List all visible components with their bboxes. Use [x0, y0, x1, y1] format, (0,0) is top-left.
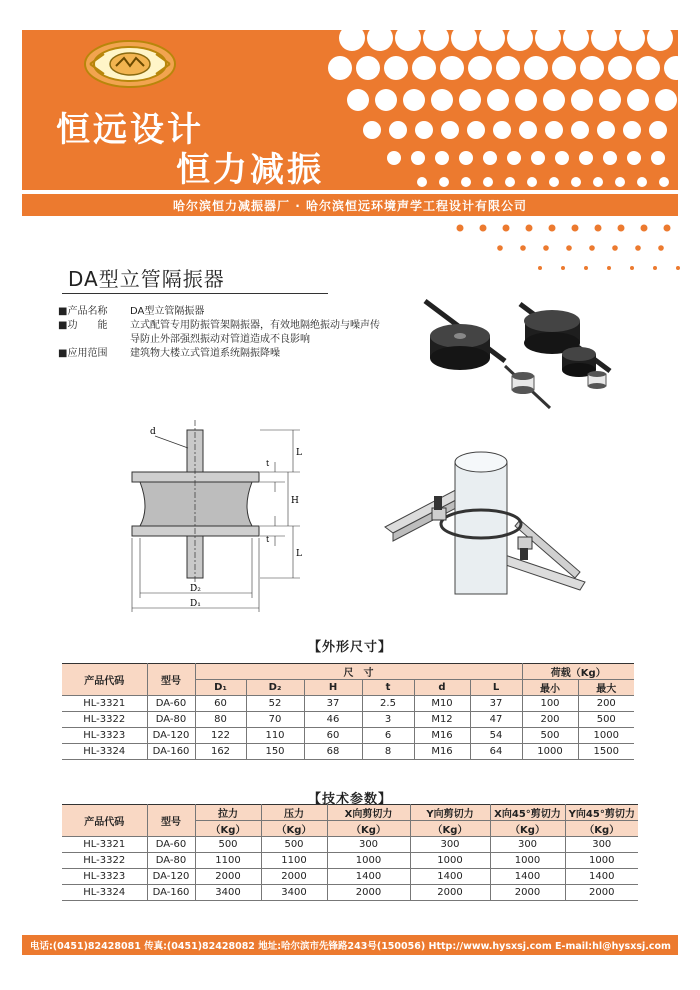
table-cell: 500 — [261, 837, 327, 853]
decorative-dot — [538, 266, 542, 270]
header-d: d — [414, 680, 470, 696]
decorative-dot — [459, 89, 481, 111]
table-cell: 2000 — [327, 885, 410, 901]
decorative-dot — [676, 266, 680, 270]
unit-kg: （Kg） — [261, 821, 327, 837]
table-cell: M16 — [414, 744, 470, 760]
table-cell: 52 — [246, 696, 304, 712]
decorative-dot — [571, 121, 589, 139]
dimensions-row — [62, 728, 634, 744]
header-model: 型号 — [147, 664, 195, 696]
table-cell: 37 — [304, 696, 362, 712]
table-cell: 1100 — [195, 853, 261, 869]
table-cell: 70 — [246, 712, 304, 728]
table-cell: 8 — [362, 744, 414, 760]
decorative-dot — [655, 89, 677, 111]
table-cell: 37 — [470, 696, 522, 712]
table-cell: 1100 — [261, 853, 327, 869]
header-compression: 压力 — [261, 805, 327, 821]
decorative-dot — [664, 56, 678, 80]
decorative-dot — [467, 121, 485, 139]
info-label: ■应用范围 — [58, 348, 108, 359]
decorative-dot — [507, 30, 533, 51]
table-cell: 2000 — [490, 885, 565, 901]
section-title-dimensions: 【外形尺寸】 — [307, 640, 392, 655]
table-cell: 1400 — [490, 869, 565, 885]
table-cell: 2000 — [261, 869, 327, 885]
decorative-dot — [535, 30, 561, 51]
company-name-line: 哈尔滨恒力减振器厂 · 哈尔滨恒远环境声学工程设计有限公司 — [173, 199, 527, 213]
decorative-dot — [597, 121, 615, 139]
decorative-dot — [480, 225, 487, 232]
product-title: DA型立管隔振器 — [68, 267, 225, 291]
decorative-dot — [561, 266, 565, 270]
decorative-dot — [549, 225, 556, 232]
table-cell: 1500 — [578, 744, 634, 760]
decorative-dot — [411, 151, 425, 165]
header-max: 最大 — [578, 680, 634, 696]
decorative-dot — [431, 89, 453, 111]
decorative-dot — [459, 151, 473, 165]
table-cell: M16 — [414, 728, 470, 744]
decorative-dot — [479, 30, 505, 51]
table-cell: 2000 — [195, 869, 261, 885]
decorative-dot — [468, 56, 492, 80]
decorative-dot — [363, 121, 381, 139]
decorative-dot — [618, 225, 625, 232]
decorative-dot — [461, 177, 471, 187]
table-cell: 500 — [578, 712, 634, 728]
header-D1: D₁ — [195, 680, 246, 696]
label-d: d — [150, 427, 156, 437]
unit-kg: （Kg） — [565, 821, 638, 837]
label-L-bottom: L — [296, 549, 302, 559]
decorative-dot — [659, 177, 669, 187]
header-min: 最小 — [522, 680, 578, 696]
decorative-dot — [599, 89, 621, 111]
table-cell: HL-3322 — [62, 853, 147, 869]
table-cell: DA-160 — [147, 885, 195, 901]
decorative-dot — [630, 266, 634, 270]
decorative-dot — [384, 56, 408, 80]
decorative-dot — [367, 30, 393, 51]
header-y45-shear: Y向45°剪切力 — [565, 805, 638, 821]
technical-table-body — [62, 837, 638, 901]
info-value: DA型立管隔振器 — [130, 306, 205, 317]
dimensions-row — [62, 744, 634, 760]
decorative-dot — [457, 225, 464, 232]
decorative-dot — [487, 89, 509, 111]
footer-bar — [22, 935, 678, 955]
decorative-dot — [515, 89, 537, 111]
decorative-dot — [483, 151, 497, 165]
decorative-dot — [658, 245, 664, 251]
decorative-dot — [591, 30, 617, 51]
decorative-dot — [563, 30, 589, 51]
label-L-top: L — [296, 448, 302, 458]
table-cell: 60 — [195, 696, 246, 712]
slogan-line-1: 恒远设计 — [56, 110, 204, 150]
table-cell: 162 — [195, 744, 246, 760]
decorative-dot — [580, 56, 604, 80]
company-bar — [22, 194, 678, 216]
info-row-function — [58, 319, 388, 347]
decorative-dot — [615, 177, 625, 187]
table-cell: DA-120 — [147, 728, 195, 744]
table-cell: HL-3321 — [62, 837, 147, 853]
decorative-dot — [555, 151, 569, 165]
header-product-code: 产品代码 — [62, 805, 147, 837]
table-cell: M10 — [414, 696, 470, 712]
info-row-application — [58, 347, 388, 361]
decorative-dot — [593, 177, 603, 187]
header-D2: D₂ — [246, 680, 304, 696]
table-cell: DA-80 — [147, 712, 195, 728]
table-cell: 200 — [578, 696, 634, 712]
table-cell: 1000 — [327, 853, 410, 869]
decorative-dot — [503, 225, 510, 232]
decorative-dot — [339, 30, 365, 51]
decorative-dot — [637, 177, 647, 187]
dimensions-table-body — [62, 696, 634, 760]
decorative-dot — [595, 225, 602, 232]
decorative-dot — [387, 151, 401, 165]
table-cell: 80 — [195, 712, 246, 728]
header-model: 型号 — [147, 805, 195, 837]
decorative-dot — [496, 56, 520, 80]
decorative-dot — [608, 56, 632, 80]
decorative-dot — [566, 245, 572, 251]
decorative-dot — [612, 245, 618, 251]
technical-row — [62, 885, 638, 901]
decorative-dot — [572, 225, 579, 232]
decorative-dot — [527, 177, 537, 187]
header-y-shear: Y向剪切力 — [410, 805, 490, 821]
decorative-dot — [439, 177, 449, 187]
decorative-dot — [524, 56, 548, 80]
table-cell: 122 — [195, 728, 246, 744]
decorative-dot — [441, 121, 459, 139]
table-cell: 3400 — [195, 885, 261, 901]
table-cell: HL-3321 — [62, 696, 147, 712]
table-cell: 200 — [522, 712, 578, 728]
header-banner — [22, 30, 678, 190]
header-product-code: 产品代码 — [62, 664, 147, 696]
footer-contact: 电话:(0451)82428081 传真:(0451)82428082 地址:哈尔滨市先锋路243号(150056) Http://www.hysxsj.com E-mail:hl@hysxsj.com — [30, 941, 671, 952]
technical-row — [62, 837, 638, 853]
table-cell: 3400 — [261, 885, 327, 901]
table-cell: 68 — [304, 744, 362, 760]
table-cell: 1400 — [327, 869, 410, 885]
table-cell: 300 — [490, 837, 565, 853]
decorative-dot — [552, 56, 576, 80]
header-size: 尺 寸 — [195, 664, 522, 680]
decorative-dot — [493, 121, 511, 139]
decorative-dot — [647, 30, 673, 51]
decorative-dot — [651, 151, 665, 165]
decorative-dot — [635, 245, 641, 251]
unit-kg: （Kg） — [490, 821, 565, 837]
decorative-dot — [571, 177, 581, 187]
unit-kg: （Kg） — [195, 821, 261, 837]
table-cell: 500 — [522, 728, 578, 744]
table-cell: 60 — [304, 728, 362, 744]
table-cell: HL-3324 — [62, 744, 147, 760]
table-cell: 1000 — [490, 853, 565, 869]
info-value: 建筑物大楼立式管道系统隔振降噪 — [130, 348, 280, 359]
table-cell: 54 — [470, 728, 522, 744]
info-label: ■功 能 — [58, 320, 108, 331]
label-t-top: t — [266, 459, 270, 468]
product-photo — [420, 296, 630, 421]
header-load: 荷载（Kg） — [522, 664, 634, 680]
decorative-dot — [531, 151, 545, 165]
table-cell: 3 — [362, 712, 414, 728]
dimensions-row — [62, 696, 634, 712]
info-value: 立式配管专用防振管架隔振器，有效地隔绝振动与噪声传导防止外部强烈振动对管道造成不良影响 — [130, 320, 380, 345]
table-cell: 500 — [195, 837, 261, 853]
decorative-dot — [584, 266, 588, 270]
installation-illustration — [380, 432, 590, 602]
decorative-dot — [607, 266, 611, 270]
decorative-dot — [623, 121, 641, 139]
decorative-dot — [328, 56, 352, 80]
decorative-dot — [653, 266, 657, 270]
dimension-drawing — [110, 418, 310, 618]
decorative-dot — [579, 151, 593, 165]
table-cell: 300 — [410, 837, 490, 853]
unit-kg: （Kg） — [410, 821, 490, 837]
unit-kg: （Kg） — [327, 821, 410, 837]
table-cell: 1400 — [565, 869, 638, 885]
dimensions-row — [62, 712, 634, 728]
label-t-bottom: t — [266, 535, 270, 544]
decorative-dot — [423, 30, 449, 51]
table-cell: HL-3323 — [62, 869, 147, 885]
decorative-dot — [545, 121, 563, 139]
dimensions-table — [62, 663, 634, 760]
table-cell: 6 — [362, 728, 414, 744]
decorative-dot — [356, 56, 380, 80]
decorative-dot — [543, 245, 549, 251]
decorative-dot — [415, 121, 433, 139]
decorative-dot — [627, 89, 649, 111]
table-cell: DA-80 — [147, 853, 195, 869]
decorative-dot — [417, 177, 427, 187]
decorative-dot — [412, 56, 436, 80]
decorative-dot — [403, 89, 425, 111]
decorative-dot — [641, 225, 648, 232]
decorative-dot — [483, 177, 493, 187]
table-cell: 1000 — [522, 744, 578, 760]
label-D2: D₂ — [190, 584, 201, 594]
decorative-dot — [395, 30, 421, 51]
decorative-dot — [389, 121, 407, 139]
table-cell: 1000 — [410, 853, 490, 869]
decorative-dot — [549, 177, 559, 187]
table-cell: 1000 — [565, 853, 638, 869]
table-cell: 300 — [327, 837, 410, 853]
table-cell: DA-120 — [147, 869, 195, 885]
label-H: H — [291, 496, 299, 506]
decorative-dot — [519, 121, 537, 139]
decorative-dot — [543, 89, 565, 111]
table-cell: DA-60 — [147, 837, 195, 853]
slogan-line-2: 恒力减振 — [176, 150, 324, 190]
table-cell: 64 — [470, 744, 522, 760]
table-cell: HL-3324 — [62, 885, 147, 901]
oval-emblem-logo — [82, 38, 178, 90]
header-H: H — [304, 680, 362, 696]
decorative-dot — [505, 177, 515, 187]
header-tension: 拉力 — [195, 805, 261, 821]
header-L: L — [470, 680, 522, 696]
decorative-dot — [627, 151, 641, 165]
table-cell: DA-160 — [147, 744, 195, 760]
header-x45-shear: X向45°剪切力 — [490, 805, 565, 821]
decorative-dot — [375, 89, 397, 111]
table-cell: 47 — [470, 712, 522, 728]
table-cell: 2000 — [565, 885, 638, 901]
decorative-dot — [571, 89, 593, 111]
decorative-dot — [636, 56, 660, 80]
technical-table — [62, 804, 638, 901]
decorative-dot — [347, 89, 369, 111]
label-D1: D₁ — [190, 599, 201, 609]
product-info — [58, 305, 388, 361]
decorative-dot — [526, 225, 533, 232]
decorative-dot-rows — [380, 220, 680, 290]
decorative-dot — [440, 56, 464, 80]
decorative-dot — [664, 225, 671, 232]
table-cell: 2.5 — [362, 696, 414, 712]
table-cell: 1000 — [578, 728, 634, 744]
decorative-dot — [507, 151, 521, 165]
table-cell: 300 — [565, 837, 638, 853]
info-label: ■产品名称 — [58, 306, 108, 317]
decorative-dot — [520, 245, 526, 251]
decorative-dot — [451, 30, 477, 51]
technical-row — [62, 869, 638, 885]
header-t: t — [362, 680, 414, 696]
info-row-name — [58, 305, 388, 319]
decorative-dot — [435, 151, 449, 165]
technical-row — [62, 853, 638, 869]
title-underline — [62, 293, 328, 294]
table-cell: 150 — [246, 744, 304, 760]
decorative-dot — [619, 30, 645, 51]
section-title-technical: 【技术参数】 — [307, 792, 392, 807]
table-cell: 2000 — [410, 885, 490, 901]
decorative-dot — [603, 151, 617, 165]
decorative-dot — [589, 245, 595, 251]
decorative-dot — [497, 245, 503, 251]
table-cell: DA-60 — [147, 696, 195, 712]
table-cell: HL-3322 — [62, 712, 147, 728]
table-cell: HL-3323 — [62, 728, 147, 744]
table-cell: 110 — [246, 728, 304, 744]
table-cell: 100 — [522, 696, 578, 712]
table-cell: M12 — [414, 712, 470, 728]
table-cell: 1400 — [410, 869, 490, 885]
header-x-shear: X向剪切力 — [327, 805, 410, 821]
decorative-dot — [649, 121, 667, 139]
table-cell: 46 — [304, 712, 362, 728]
